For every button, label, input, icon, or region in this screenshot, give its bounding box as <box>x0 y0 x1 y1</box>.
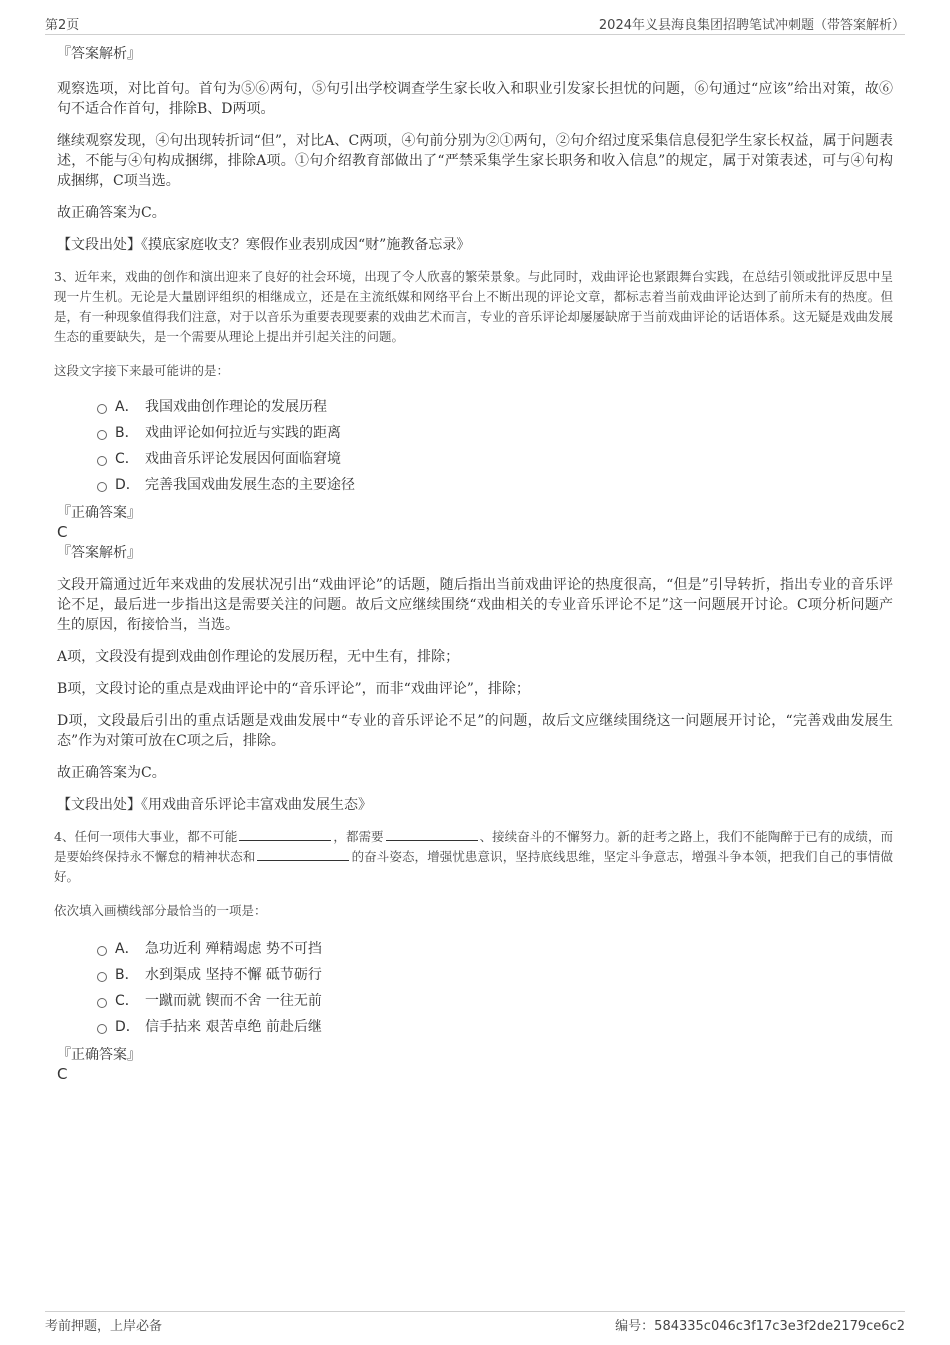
q3-analysis-d: D项，文段最后引出的重点话题是戏曲发展中“专业的音乐评论不足”的问题，故后文应继续围绕这一问题展开讨论，“完善戏曲发展生态”作为对策可放在C项之后，排除。 <box>57 713 893 749</box>
document-title: 2024年义县海良集团招聘笔试冲刺题（带答案解析） <box>598 18 905 33</box>
radio-icon[interactable] <box>97 1024 107 1034</box>
q3-analysis-p1: 文段开篇通过近年来戏曲的发展状况引出“戏曲评论”的话题，随后指出当前戏曲评论的热度很高，“但是”引导转折，指出专业的音乐评论不足，最后进一步指出这是需要关注的问题。故后文应继续围绕“戏曲相关的专业音乐评论不足”这一问题展开讨论。C项分析问题产生的原因，衔接恰当，当选。 <box>57 577 893 633</box>
q3-conclusion: 故正确答案为C。 <box>57 765 166 781</box>
q2-analysis-label: 『答案解析』 <box>57 46 141 62</box>
q2-analysis-p2: 继续观察发现，④句出现转折词“但”，对比A、C两项，④句前分别为②①两句，②句介绍过度采集信息侵犯学生家长权益，属于问题表述，不能与④句构成捆绑，排除A项。①句介绍教育部做出了“严禁采集学生家长职务和收入信息”的规定，属于对策表述，可与④句构成捆绑，C项当选。 <box>57 133 893 189</box>
q3-options <box>57 393 893 497</box>
radio-icon[interactable] <box>97 456 107 466</box>
radio-icon[interactable] <box>97 998 107 1008</box>
q4-options <box>57 935 893 1039</box>
q3-option-c[interactable]: C． 戏曲音乐评论发展因何面临窘境 <box>97 445 893 471</box>
blank-2 <box>386 828 478 841</box>
page-number: 第2页 <box>45 18 80 33</box>
blank-1 <box>239 828 331 841</box>
q3-option-d[interactable]: D． 完善我国戏曲发展生态的主要途径 <box>97 471 893 497</box>
q3-source: 【文段出处】《用戏曲音乐评论丰富戏曲发展生态》 <box>57 797 372 813</box>
blank-3 <box>257 848 349 861</box>
radio-icon[interactable] <box>97 972 107 982</box>
q3-option-b[interactable]: B． 戏曲评论如何拉近与实践的距离 <box>97 419 893 445</box>
radio-icon[interactable] <box>97 946 107 956</box>
page-header <box>45 12 905 35</box>
q4-option-c[interactable]: C． 一蹴而就 锲而不舍 一往无前 <box>97 987 893 1013</box>
q3-analysis-label: 『答案解析』 <box>57 545 141 561</box>
q3-prompt: 这段文字接下来最可能讲的是： <box>54 363 230 378</box>
q2-source: 【文段出处】《摸底家庭收支？寒假作业表别成因“财”施教备忘录》 <box>57 237 471 253</box>
q2-conclusion: 故正确答案为C。 <box>57 205 166 221</box>
q4-option-a[interactable]: A． 急功近利 殚精竭虑 势不可挡 <box>97 935 893 961</box>
q4-question-text: 4、任何一项伟大事业，都不可能 ，都需要 、接续奋斗的不懈努力。新的赶考之路上，我们不能陶醉于已有的成绩，而是要始终保持永不懈怠的精神状态和 的奋斗姿态，增强忧患意识，坚持底线思维，坚定斗争意志，增强斗争本领，把我们自己的事情做好。 <box>54 829 893 884</box>
q3-answer-label: 『正确答案』 <box>57 505 141 521</box>
q4-prompt: 依次填入画横线部分最恰当的一项是： <box>54 903 267 918</box>
radio-icon[interactable] <box>97 430 107 440</box>
radio-icon[interactable] <box>97 482 107 492</box>
q3-question-text: 3、近年来，戏曲的创作和演出迎来了良好的社会环境，出现了令人欣喜的繁荣景象。与此同时，戏曲评论也紧跟舞台实践，在总结引领或批评反思中呈现一片生机。无论是大量剧评组织的相继成立，还是在主流纸媒和网络平台上不断出现的评论文章，都标志着当前戏曲评论达到了前所未有的热度。但是，有一种现象值得我们注意，对于以音乐为重要表现要素的戏曲艺术而言，专业的音乐评论却屡屡缺席于当前戏曲评论的话语体系。这无疑是戏曲发展生态的重要缺失，是一个需要从理论上提出并引起关注的问题。 <box>54 269 893 344</box>
radio-icon[interactable] <box>97 404 107 414</box>
q2-analysis-p1: 观察选项，对比首句。首句为⑤⑥两句，⑤句引出学校调查学生家长收入和职业引发家长担忧的问题，⑥句通过“应该”给出对策，故⑥句不适合作首句，排除B、D两项。 <box>57 81 893 117</box>
q3-analysis-b: B项，文段讨论的重点是戏曲评论中的“音乐评论”，而非“戏曲评论”，排除； <box>57 681 530 697</box>
page-footer <box>45 1311 905 1334</box>
document-code: 编号：584335c046c3f17c3e3f2de2179ce6c2 <box>615 1319 905 1334</box>
q4-option-d[interactable]: D． 信手拈来 艰苦卓绝 前赴后继 <box>97 1013 893 1039</box>
q3-answer: C <box>57 523 68 541</box>
q3-analysis-a: A项，文段没有提到戏曲创作理论的发展历程，无中生有，排除； <box>57 649 460 665</box>
q3-option-a[interactable]: A． 我国戏曲创作理论的发展历程 <box>97 393 893 419</box>
q4-answer: C <box>57 1065 68 1083</box>
page-content <box>54 44 893 1083</box>
q4-option-b[interactable]: B． 水到渠成 坚持不懈 砥节砺行 <box>97 961 893 987</box>
footer-slogan: 考前押题，上岸必备 <box>45 1319 163 1334</box>
q4-answer-label: 『正确答案』 <box>57 1047 141 1063</box>
